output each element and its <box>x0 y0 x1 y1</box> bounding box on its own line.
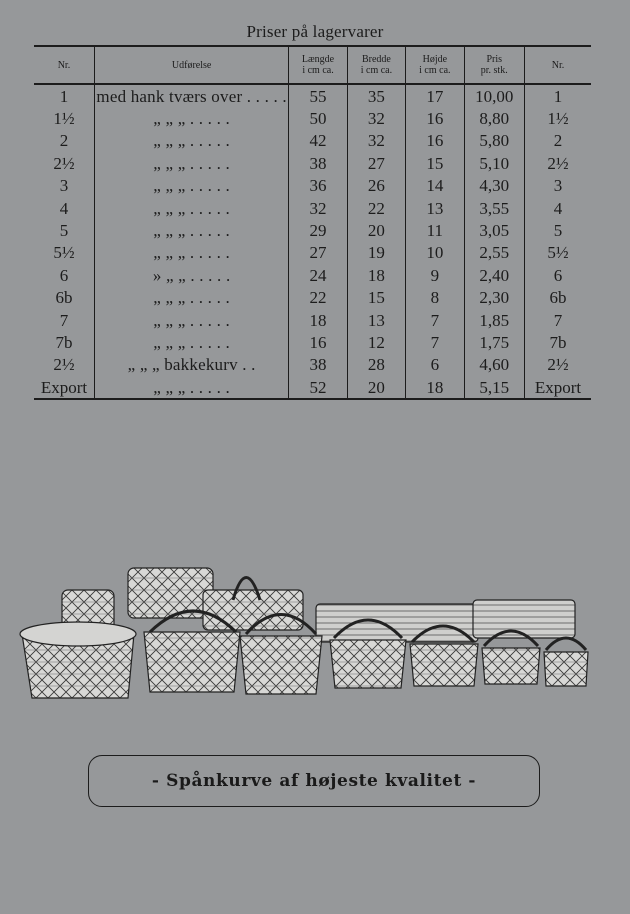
header-pris-line2: pr. stk. <box>480 65 508 76</box>
row-nr: 1 <box>59 86 69 106</box>
row-udforelse: „ „ „ . . . . . <box>94 130 288 152</box>
table-header-row <box>34 46 591 84</box>
row-pris: 4,30 <box>464 175 524 197</box>
row-hojde: 7 <box>406 309 464 331</box>
row-nr: 1½ <box>53 109 75 129</box>
row-pris: 3,05 <box>464 219 524 241</box>
table-row <box>34 130 591 152</box>
row-laengde: 38 <box>289 152 347 174</box>
table-row <box>34 331 591 353</box>
row-pris: 5,15 <box>464 376 524 399</box>
row-nr: 6 <box>59 265 69 285</box>
basket-collection-illustration <box>18 560 608 700</box>
table-row <box>34 264 591 286</box>
header-pris <box>464 46 524 84</box>
row-bredde: 18 <box>347 264 405 286</box>
row-nr-right: 2 <box>524 130 591 152</box>
row-udforelse: „ „ „ . . . . . <box>94 287 288 309</box>
header-laengde-line1: Længde <box>301 54 335 65</box>
row-nr-right: 3 <box>524 175 591 197</box>
row-nr-right: 1½ <box>524 107 591 129</box>
row-udforelse: „ „ „ bakkekurv . . <box>94 354 288 376</box>
row-udforelse: „ „ „ . . . . . <box>94 152 288 174</box>
row-bredde: 26 <box>347 175 405 197</box>
row-udforelse: „ „ „ . . . . . <box>94 219 288 241</box>
row-bredde: 32 <box>347 130 405 152</box>
row-udforelse: „ „ „ . . . . . <box>94 107 288 129</box>
header-hojde-line2: i cm ca. <box>419 65 451 76</box>
row-hojde: 7 <box>406 331 464 353</box>
row-nr-right: 4 <box>524 197 591 219</box>
row-laengde: 42 <box>289 130 347 152</box>
row-pris: 5,80 <box>464 130 524 152</box>
row-bredde: 13 <box>347 309 405 331</box>
row-nr-right: 6 <box>524 264 591 286</box>
table-row <box>34 152 591 174</box>
table-row <box>34 354 591 376</box>
row-nr-right: 1 <box>524 84 591 107</box>
row-nr: 3 <box>59 176 69 196</box>
row-laengde: 50 <box>289 107 347 129</box>
row-nr-right: 7 <box>524 309 591 331</box>
row-nr: 7b <box>55 332 73 352</box>
page-title: Priser på lagervarer <box>246 22 384 41</box>
row-hojde: 13 <box>406 197 464 219</box>
header-bredde <box>347 46 405 84</box>
row-nr-right: 6b <box>524 287 591 309</box>
header-pris-line1: Pris <box>486 54 503 65</box>
row-udforelse: „ „ „ . . . . . <box>94 197 288 219</box>
row-pris: 2,40 <box>464 264 524 286</box>
row-pris: 4,60 <box>464 354 524 376</box>
row-nr: 6b <box>55 288 73 308</box>
row-pris: 1,85 <box>464 309 524 331</box>
row-laengde: 29 <box>289 219 347 241</box>
row-laengde: 22 <box>289 287 347 309</box>
row-bredde: 22 <box>347 197 405 219</box>
row-bredde: 12 <box>347 331 405 353</box>
row-laengde: 18 <box>289 309 347 331</box>
header-laengde-line2: i cm ca. <box>302 65 334 76</box>
table-row <box>34 287 591 309</box>
row-hojde: 11 <box>406 219 464 241</box>
row-nr: 2 <box>59 131 69 151</box>
row-udforelse: „ „ „ . . . . . <box>94 376 288 399</box>
row-bredde: 27 <box>347 152 405 174</box>
row-udforelse: „ „ „ . . . . . <box>94 331 288 353</box>
price-table <box>34 45 591 400</box>
price-table-body <box>34 84 591 399</box>
row-udforelse: med hank tværs over . . . . . <box>94 84 288 107</box>
row-laengde: 32 <box>289 197 347 219</box>
table-row <box>34 242 591 264</box>
row-hojde: 16 <box>406 130 464 152</box>
row-pris: 2,30 <box>464 287 524 309</box>
row-hojde: 10 <box>406 242 464 264</box>
row-bredde: 19 <box>347 242 405 264</box>
row-hojde: 8 <box>406 287 464 309</box>
banner-text: - Spånkurve af højeste kvalitet - <box>151 771 477 791</box>
row-nr: 5½ <box>53 243 75 263</box>
row-nr-right: 5 <box>524 219 591 241</box>
row-hojde: 15 <box>406 152 464 174</box>
row-bredde: 28 <box>347 354 405 376</box>
row-udforelse: » „ „ . . . . . <box>94 264 288 286</box>
row-nr-right: 2½ <box>524 354 591 376</box>
row-laengde: 52 <box>289 376 347 399</box>
row-udforelse: „ „ „ . . . . . <box>94 309 288 331</box>
row-pris: 2,55 <box>464 242 524 264</box>
row-pris: 8,80 <box>464 107 524 129</box>
row-udforelse: „ „ „ . . . . . <box>94 242 288 264</box>
header-bredde-line2: i cm ca. <box>360 65 393 76</box>
header-nr: Nr. <box>34 46 94 84</box>
table-row <box>34 175 591 197</box>
table-row <box>34 107 591 129</box>
row-bredde: 20 <box>347 219 405 241</box>
row-hojde: 16 <box>406 107 464 129</box>
row-laengde: 55 <box>289 84 347 107</box>
row-pris: 1,75 <box>464 331 524 353</box>
row-nr: 2½ <box>53 153 75 173</box>
row-nr: 4 <box>59 198 69 218</box>
row-hojde: 6 <box>406 354 464 376</box>
row-laengde: 16 <box>289 331 347 353</box>
row-nr-right: 2½ <box>524 152 591 174</box>
row-bredde: 15 <box>347 287 405 309</box>
row-laengde: 36 <box>289 175 347 197</box>
row-nr: Export <box>34 376 94 399</box>
row-bredde: 35 <box>347 84 405 107</box>
row-nr-right: 7b <box>524 331 591 353</box>
row-udforelse: „ „ „ . . . . . <box>94 175 288 197</box>
quality-banner <box>88 755 540 807</box>
header-laengde <box>289 46 347 84</box>
row-pris: 3,55 <box>464 197 524 219</box>
row-hojde: 9 <box>406 264 464 286</box>
row-bredde: 32 <box>347 107 405 129</box>
table-row <box>34 197 591 219</box>
row-laengde: 27 <box>289 242 347 264</box>
table-row <box>34 219 591 241</box>
row-nr: 7 <box>59 310 69 330</box>
header-udforelse: Udførelse <box>94 46 288 84</box>
row-nr: 2½ <box>53 355 75 375</box>
header-nr-right: Nr. <box>524 46 591 84</box>
table-row <box>34 84 591 107</box>
row-hojde: 17 <box>406 84 464 107</box>
row-laengde: 38 <box>289 354 347 376</box>
row-nr-right: 5½ <box>524 242 591 264</box>
header-hojde <box>406 46 464 84</box>
row-nr-right: Export <box>524 376 591 399</box>
table-row <box>34 376 591 399</box>
row-hojde: 14 <box>406 175 464 197</box>
row-pris: 10,00 <box>464 84 524 107</box>
row-nr: 5 <box>59 221 69 241</box>
table-row <box>34 309 591 331</box>
row-bredde: 20 <box>347 376 405 399</box>
row-pris: 5,10 <box>464 152 524 174</box>
header-hojde-line1: Højde <box>422 54 448 65</box>
row-hojde: 18 <box>406 376 464 399</box>
row-laengde: 24 <box>289 264 347 286</box>
header-bredde-line1: Bredde <box>361 54 391 65</box>
